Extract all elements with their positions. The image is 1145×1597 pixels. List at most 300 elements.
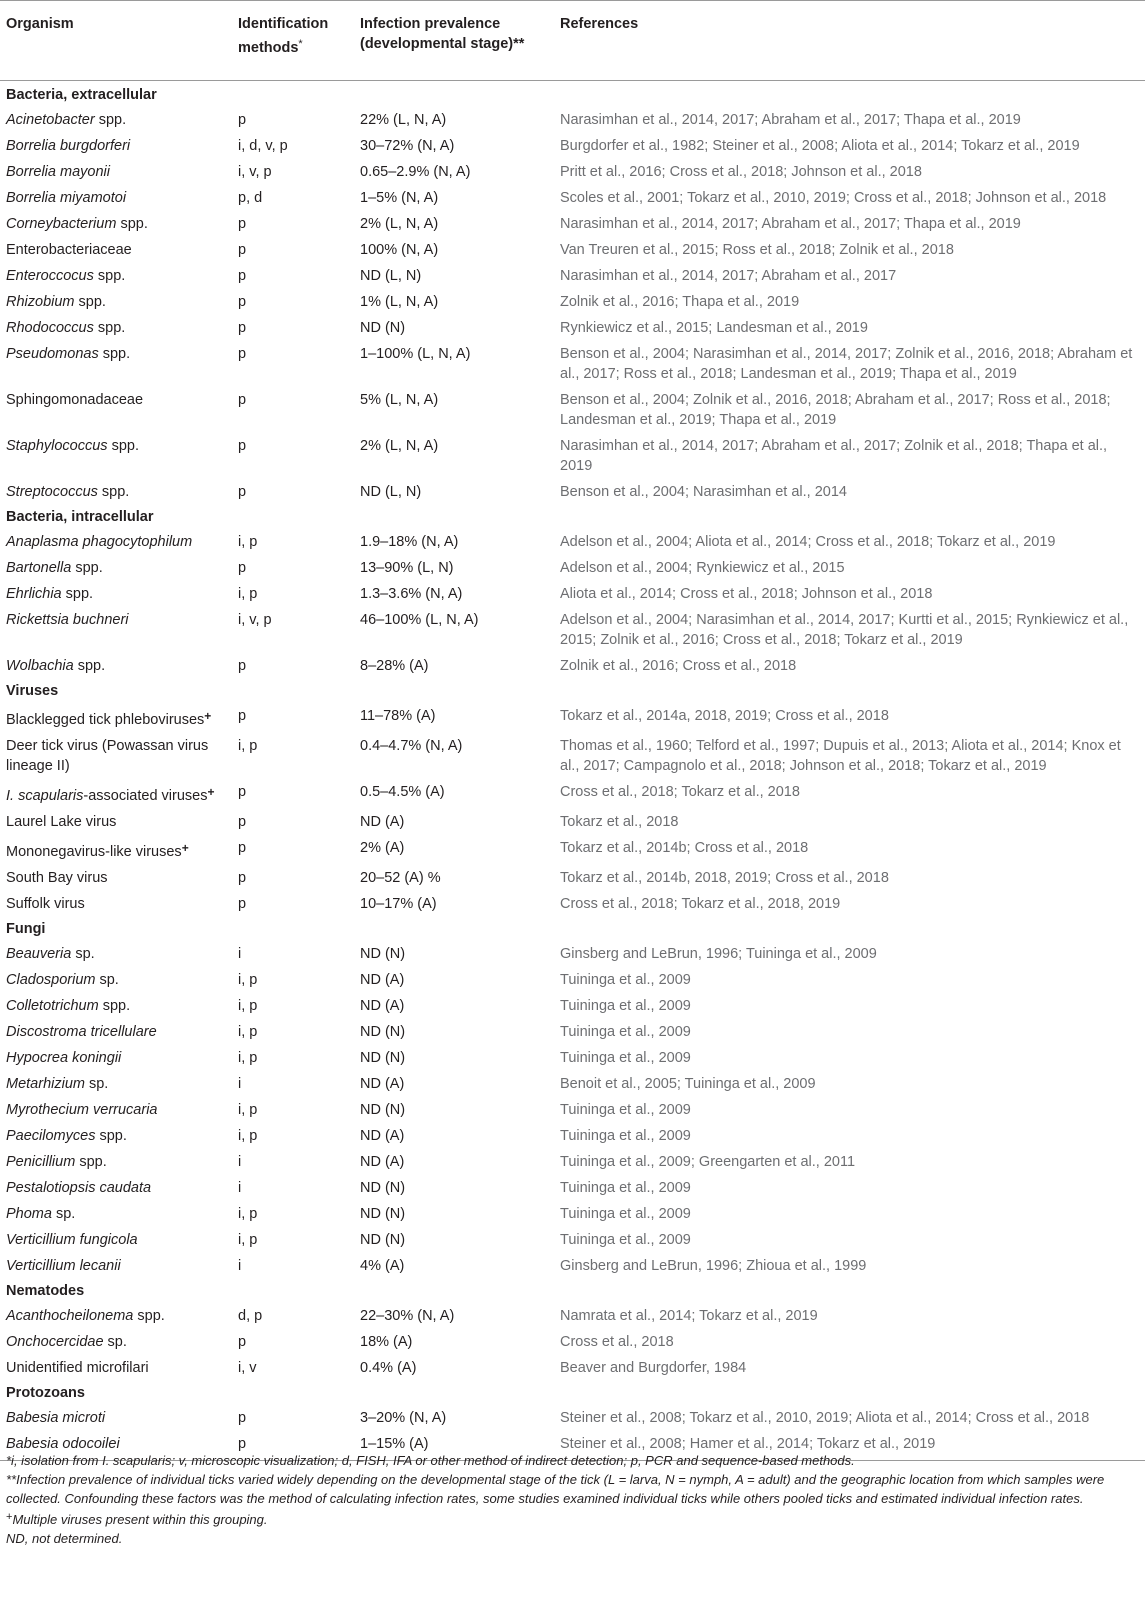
table-row <box>0 1355 1145 1381</box>
prevalence-cell: ND (A) <box>360 998 405 1014</box>
organism-suffix: Unidentified microfilari <box>6 1360 149 1376</box>
organism-suffix: Mononegavirus-like viruses <box>6 844 182 860</box>
methods-cell: p <box>238 560 247 576</box>
organism-cell <box>0 263 232 289</box>
organism-name: Hypocrea koningii <box>6 1050 122 1066</box>
prevalence-cell: 0.65–2.9% (N, A) <box>360 164 471 180</box>
organism-name: Staphylococcus <box>6 438 108 454</box>
organism-suffix: South Bay virus <box>6 870 108 886</box>
organism-cell <box>0 1227 232 1253</box>
organism-cell <box>0 237 232 263</box>
references-cell: Scoles et al., 2001; Tokarz et al., 2010, 2019; Cross et al., 2018; Johnson et al., 2018 <box>560 190 1107 206</box>
table-row <box>0 211 1145 237</box>
references-cell: Cross et al., 2018; Tokarz et al., 2018, 2019 <box>560 896 841 912</box>
table-row <box>0 1019 1145 1045</box>
table-row <box>0 341 1145 387</box>
organism-cell <box>0 1123 232 1149</box>
references-cell: Tuininga et al., 2009 <box>560 1102 691 1118</box>
organism-suffix: sp. <box>71 946 95 962</box>
references-cell: Benson et al., 2004; Zolnik et al., 2016, 2018; Abraham et al., 2017; Ross et al., 2018; Landesman et al., 2019; Thapa et al., 2019 <box>560 392 1111 428</box>
prevalence-cell: 4% (A) <box>360 1258 405 1274</box>
methods-cell: i, p <box>238 1050 258 1066</box>
table-row <box>0 1227 1145 1253</box>
references-cell: Tokarz et al., 2014b; Cross et al., 2018 <box>560 840 809 856</box>
prevalence-cell: 5% (L, N, A) <box>360 392 439 408</box>
organism-suffix: Blacklegged tick phleboviruses <box>6 712 205 728</box>
section-title: Fungi <box>6 921 46 937</box>
references-cell: Narasimhan et al., 2014, 2017; Abraham et al., 2017; Zolnik et al., 2018; Thapa et al., 2019 <box>560 438 1108 474</box>
prevalence-cell: 3–20% (N, A) <box>360 1410 447 1426</box>
references-cell: Van Treuren et al., 2015; Ross et al., 2018; Zolnik et al., 2018 <box>560 242 954 258</box>
organism-suffix: spp. <box>75 1154 107 1170</box>
organism-suffix: spp. <box>94 112 127 128</box>
table-row <box>0 1045 1145 1071</box>
methods-cell: i, p <box>238 1232 258 1248</box>
references-cell: Tuininga et al., 2009 <box>560 1024 691 1040</box>
organism-cell <box>0 993 232 1019</box>
methods-cell: i <box>238 1258 242 1274</box>
prevalence-cell: 10–17% (A) <box>360 896 437 912</box>
organism-name: Bartonella <box>6 560 72 576</box>
references-cell: Tuininga et al., 2009; Greengarten et al., 2011 <box>560 1154 856 1170</box>
prevalence-cell: ND (N) <box>360 1206 406 1222</box>
organism-cell <box>0 1405 232 1431</box>
organism-cell <box>0 779 232 809</box>
organism-suffix: spp. <box>93 268 126 284</box>
section-row <box>0 81 1145 108</box>
references-cell: Adelson et al., 2004; Rynkiewicz et al., 2015 <box>560 560 845 576</box>
prevalence-cell: ND (L, N) <box>360 484 422 500</box>
methods-cell: i, v, p <box>238 612 272 628</box>
methods-cell: i, p <box>238 998 258 1014</box>
methods-cell: i, v <box>238 1360 257 1376</box>
prevalence-cell: 1–5% (N, A) <box>360 190 439 206</box>
table-header-row <box>0 1 1145 81</box>
prevalence-cell: 18% (A) <box>360 1334 413 1350</box>
organism-name: Beauveria <box>6 946 72 962</box>
organism-suffix: spp. <box>116 216 148 232</box>
prevalence-cell: 1.3–3.6% (N, A) <box>360 586 463 602</box>
prevalence-cell: ND (A) <box>360 1128 405 1144</box>
organism-name: Enterobacteriaceae <box>6 242 132 258</box>
organism-name: Colletotrichum <box>6 998 99 1014</box>
header-organism: Organism <box>6 16 74 32</box>
organism-name: Verticillium lecanii <box>6 1258 121 1274</box>
methods-cell: i, p <box>238 1128 258 1144</box>
table-footnotes <box>6 1451 1136 1548</box>
table-row <box>0 835 1145 865</box>
header-identification-methods: Identification methods* <box>238 16 329 56</box>
organism-cell <box>0 555 232 581</box>
organism-name: I. scapularis <box>6 788 84 804</box>
organism-suffix: spp. <box>98 346 131 362</box>
methods-cell: p <box>238 242 247 258</box>
prevalence-cell: ND (N) <box>360 1232 406 1248</box>
table-row <box>0 1303 1145 1329</box>
methods-cell: p <box>238 346 247 362</box>
section-title: Bacteria, extracellular <box>6 87 157 103</box>
organism-cell <box>0 1303 232 1329</box>
methods-cell: i <box>238 946 242 962</box>
footnote-prevalence: **Infection prevalence of individual ticks varied widely depending on the developmental stage of the tick (L = larva, N = nymph, A = adult) and the geographic location from which samples were collected. Confounding these factors was the method of calculating infection rates, some studies examined individual ticks while others pooled ticks and estimated individual infection rates. <box>6 1472 1105 1506</box>
table-row <box>0 607 1145 653</box>
references-cell: Cross et al., 2018 <box>560 1334 674 1350</box>
organism-suffix: spp. <box>98 998 131 1014</box>
table-row <box>0 653 1145 679</box>
table-row <box>0 1405 1145 1431</box>
organism-cell <box>0 1149 232 1175</box>
organism-cell <box>0 703 232 733</box>
organism-cell <box>0 315 232 341</box>
organism-name: Acanthocheilonema <box>6 1308 134 1324</box>
organism-suffix: spp. <box>107 438 139 454</box>
prevalence-cell: ND (N) <box>360 946 406 962</box>
table-row <box>0 315 1145 341</box>
table-row <box>0 993 1145 1019</box>
prevalence-cell: 0.4–4.7% (N, A) <box>360 738 463 754</box>
table-row <box>0 133 1145 159</box>
organism-cell <box>0 133 232 159</box>
prevalence-cell: 1–100% (L, N, A) <box>360 346 471 362</box>
methods-cell: p <box>238 784 247 800</box>
table-row <box>0 1097 1145 1123</box>
organism-cell <box>0 289 232 315</box>
prevalence-cell: 100% (N, A) <box>360 242 439 258</box>
references-cell: Burgdorfer et al., 1982; Steiner et al., 2008; Aliota et al., 2014; Tokarz et al., 2019 <box>560 138 1080 154</box>
prevalence-cell: 1% (L, N, A) <box>360 294 439 310</box>
methods-cell: i, p <box>238 1102 258 1118</box>
organism-cell <box>0 1071 232 1097</box>
organism-suffix: sp. <box>103 1334 127 1350</box>
organism-cell <box>0 865 232 891</box>
table-row <box>0 1201 1145 1227</box>
section-title: Bacteria, intracellular <box>6 509 154 525</box>
references-cell: Cross et al., 2018; Tokarz et al., 2018 <box>560 784 800 800</box>
prevalence-cell: 2% (L, N, A) <box>360 438 439 454</box>
prevalence-cell: 22–30% (N, A) <box>360 1308 455 1324</box>
organism-name: Corneybacterium <box>6 216 117 232</box>
organism-name: Cladosporium <box>6 972 96 988</box>
references-cell: Tuininga et al., 2009 <box>560 1232 691 1248</box>
organism-name: Pseudomonas <box>6 346 99 362</box>
references-cell: Namrata et al., 2014; Tokarz et al., 2019 <box>560 1308 818 1324</box>
table-row <box>0 941 1145 967</box>
organism-cell <box>0 607 232 653</box>
organism-cell <box>0 1045 232 1071</box>
methods-cell: p <box>238 484 247 500</box>
references-cell: Thomas et al., 1960; Telford et al., 1997; Dupuis et al., 2013; Aliota et al., 2014; Knox et al., 2017; Campagnolo et al., 2018; Johnson et al., 2018; Tokarz et al., 2019 <box>560 738 1121 774</box>
table-row <box>0 809 1145 835</box>
header-infection-prevalence: Infection prevalence (developmental stage)** <box>360 16 525 52</box>
prevalence-cell: 0.4% (A) <box>360 1360 417 1376</box>
organism-cell <box>0 185 232 211</box>
organism-name: Anaplasma phagocytophilum <box>6 534 193 550</box>
footnote-marker: + <box>181 841 189 855</box>
organism-name: Babesia microti <box>6 1410 106 1426</box>
organism-name: Pestalotiopsis caudata <box>6 1180 152 1196</box>
organism-name: Streptococcus <box>6 484 98 500</box>
organism-cell <box>0 1201 232 1227</box>
section-row <box>0 1279 1145 1303</box>
organism-name: Wolbachia <box>6 658 74 674</box>
methods-cell: i <box>238 1076 242 1092</box>
table-row <box>0 1175 1145 1201</box>
table-row <box>0 581 1145 607</box>
table-row <box>0 703 1145 733</box>
organism-cell <box>0 1355 232 1381</box>
organism-suffix: sp. <box>84 1076 109 1092</box>
prevalence-cell: 30–72% (N, A) <box>360 138 455 154</box>
references-cell: Rynkiewicz et al., 2015; Landesman et al., 2019 <box>560 320 868 336</box>
organism-name: Acinetobacter <box>6 112 95 128</box>
references-cell: Steiner et al., 2008; Tokarz et al., 2010, 2019; Aliota et al., 2014; Cross et al., 2018 <box>560 1410 1090 1426</box>
organism-name: Metarhizium <box>6 1076 85 1092</box>
organism-name: Rhodococcus <box>6 320 94 336</box>
organism-suffix: Laurel Lake virus <box>6 814 117 830</box>
section-row <box>0 917 1145 941</box>
organism-cell <box>0 341 232 387</box>
organism-name: Onchocercidae <box>6 1334 104 1350</box>
organism-cell <box>0 891 232 917</box>
table-row <box>0 891 1145 917</box>
methods-cell: i, p <box>238 1024 258 1040</box>
methods-cell: i, p <box>238 1206 258 1222</box>
references-cell: Adelson et al., 2004; Narasimhan et al., 2014, 2017; Kurtti et al., 2015; Rynkiewicz et al., 2015; Zolnik et al., 2016; Cross et al., 2018; Tokarz et al., 2019 <box>560 612 1129 648</box>
references-cell: Steiner et al., 2008; Hamer et al., 2014; Tokarz et al., 2019 <box>560 1436 936 1452</box>
organism-cell <box>0 835 232 865</box>
methods-cell: i, v, p <box>238 164 272 180</box>
references-cell: Benson et al., 2004; Narasimhan et al., 2014, 2017; Zolnik et al., 2016, 2018; Abraham et al., 2017; Ross et al., 2018; Landesman et al., 2019; Thapa et al., 2019 <box>560 346 1133 382</box>
prevalence-cell: ND (A) <box>360 1154 405 1170</box>
prevalence-cell: 0.5–4.5% (A) <box>360 784 445 800</box>
table-row <box>0 159 1145 185</box>
prevalence-cell: 46–100% (L, N, A) <box>360 612 479 628</box>
organism-name: Discostroma tricellulare <box>6 1024 157 1040</box>
organism-suffix: spp. <box>95 1128 127 1144</box>
methods-cell: d, p <box>238 1308 263 1324</box>
organism-cell <box>0 479 232 505</box>
organism-name: Borrelia burgdorferi <box>6 138 131 154</box>
prevalence-cell: 1–15% (A) <box>360 1436 429 1452</box>
methods-cell: p <box>238 1436 247 1452</box>
organism-cell <box>0 433 232 479</box>
methods-cell: p <box>238 658 247 674</box>
organism-suffix: Deer tick virus (Powassan virus lineage II) <box>6 738 209 774</box>
organism-name: Sphingomonadaceae <box>6 392 144 408</box>
organism-name: Paecilomyces <box>6 1128 96 1144</box>
references-cell: Beaver and Burgdorfer, 1984 <box>560 1360 747 1376</box>
prevalence-cell: 1.9–18% (N, A) <box>360 534 459 550</box>
prevalence-cell: ND (N) <box>360 1050 406 1066</box>
organism-cell <box>0 1019 232 1045</box>
references-cell: Benson et al., 2004; Narasimhan et al., 2014 <box>560 484 847 500</box>
table-row <box>0 865 1145 891</box>
references-cell: Narasimhan et al., 2014, 2017; Abraham et al., 2017 <box>560 268 897 284</box>
organism-name: Enteroccocus <box>6 268 94 284</box>
table-row <box>0 387 1145 433</box>
table-row <box>0 107 1145 133</box>
organism-suffix: -associated viruses <box>83 788 208 804</box>
section-title: Viruses <box>6 683 59 699</box>
methods-cell: i, p <box>238 586 258 602</box>
methods-cell: i, p <box>238 972 258 988</box>
prevalence-cell: 2% (A) <box>360 840 405 856</box>
references-cell: Tokarz et al., 2014b, 2018, 2019; Cross et al., 2018 <box>560 870 889 886</box>
table-row <box>0 237 1145 263</box>
methods-cell: p <box>238 392 247 408</box>
organism-cell <box>0 1253 232 1279</box>
references-cell: Benoit et al., 2005; Tuininga et al., 2009 <box>560 1076 816 1092</box>
prevalence-cell: ND (N) <box>360 1102 406 1118</box>
organism-suffix: spp. <box>133 1308 165 1324</box>
references-cell: Tokarz et al., 2014a, 2018, 2019; Cross et al., 2018 <box>560 708 889 724</box>
methods-cell: i <box>238 1180 242 1196</box>
organism-suffix: spp. <box>73 658 106 674</box>
methods-cell: p <box>238 870 247 886</box>
methods-cell: p <box>238 814 247 830</box>
prevalence-cell: 20–52 (A) % <box>360 870 441 886</box>
section-title: Nematodes <box>6 1283 85 1299</box>
prevalence-cell: ND (A) <box>360 814 405 830</box>
table-row <box>0 555 1145 581</box>
methods-cell: p <box>238 840 247 856</box>
organism-name: Phoma <box>6 1206 52 1222</box>
references-cell: Tuininga et al., 2009 <box>560 1206 691 1222</box>
organism-name: Rhizobium <box>6 294 75 310</box>
organism-cell <box>0 387 232 433</box>
table-row <box>0 967 1145 993</box>
organism-suffix: sp. <box>51 1206 76 1222</box>
organism-suffix: sp. <box>95 972 119 988</box>
references-cell: Tuininga et al., 2009 <box>560 998 691 1014</box>
references-cell: Adelson et al., 2004; Aliota et al., 2014; Cross et al., 2018; Tokarz et al., 2019 <box>560 534 1056 550</box>
table-row <box>0 185 1145 211</box>
methods-cell: p, d <box>238 190 263 206</box>
prevalence-cell: 8–28% (A) <box>360 658 429 674</box>
table-row <box>0 1329 1145 1355</box>
footnote-marker: + <box>204 709 212 723</box>
references-cell: Pritt et al., 2016; Cross et al., 2018; Johnson et al., 2018 <box>560 164 922 180</box>
organism-cell <box>0 809 232 835</box>
methods-cell: p <box>238 320 247 336</box>
organism-name: Rickettsia buchneri <box>6 612 129 628</box>
references-cell: Tuininga et al., 2009 <box>560 1050 691 1066</box>
organism-suffix: spp. <box>97 484 130 500</box>
references-cell: Tuininga et al., 2009 <box>560 972 691 988</box>
section-row <box>0 1381 1145 1405</box>
footnote-methods: *i, isolation from I. scapularis; v, microscopic visualization; d, FISH, IFA or other method of indirect detection; p, PCR and sequence-based methods. <box>6 1453 855 1468</box>
header-references: References <box>560 16 639 32</box>
organism-cell <box>0 653 232 679</box>
prevalence-cell: ND (L, N) <box>360 268 422 284</box>
organism-name: Borrelia miyamotoi <box>6 190 127 206</box>
methods-cell: i, d, v, p <box>238 138 288 154</box>
organism-suffix: spp. <box>61 586 94 602</box>
methods-cell: p <box>238 216 247 232</box>
table-row <box>0 479 1145 505</box>
organism-cell <box>0 1175 232 1201</box>
organism-suffix: spp. <box>93 320 126 336</box>
footnote-multiple-viruses: +Multiple viruses present within this grouping. <box>6 1511 268 1527</box>
methods-cell: p <box>238 1410 247 1426</box>
methods-cell: p <box>238 896 247 912</box>
organism-cell <box>0 733 232 779</box>
organism-cell <box>0 967 232 993</box>
table-row <box>0 1071 1145 1097</box>
references-cell: Ginsberg and LeBrun, 1996; Zhioua et al., 1999 <box>560 1258 867 1274</box>
references-cell: Tuininga et al., 2009 <box>560 1128 691 1144</box>
table-row <box>0 779 1145 809</box>
table-row <box>0 433 1145 479</box>
organism-name: Borrelia mayonii <box>6 164 110 180</box>
methods-cell: p <box>238 438 247 454</box>
references-cell: Ginsberg and LeBrun, 1996; Tuininga et al., 2009 <box>560 946 877 962</box>
organism-cell <box>0 159 232 185</box>
section-title: Protozoans <box>6 1385 85 1401</box>
references-cell: Tuininga et al., 2009 <box>560 1180 691 1196</box>
methods-cell: p <box>238 294 247 310</box>
organism-name: Penicillium <box>6 1154 76 1170</box>
references-cell: Narasimhan et al., 2014, 2017; Abraham et al., 2017; Thapa et al., 2019 <box>560 216 1021 232</box>
organism-cell <box>0 529 232 555</box>
methods-cell: p <box>238 708 247 724</box>
references-cell: Narasimhan et al., 2014, 2017; Abraham et al., 2017; Thapa et al., 2019 <box>560 112 1021 128</box>
methods-cell: i, p <box>238 534 258 550</box>
footnote-nd: ND, not determined. <box>6 1531 123 1546</box>
organism-suffix: spp. <box>71 560 103 576</box>
table-row <box>0 1253 1145 1279</box>
prevalence-cell: 22% (L, N, A) <box>360 112 447 128</box>
references-cell: Zolnik et al., 2016; Thapa et al., 2019 <box>560 294 800 310</box>
methods-cell: i, p <box>238 738 258 754</box>
table-row <box>0 1149 1145 1175</box>
prevalence-cell: 2% (L, N, A) <box>360 216 439 232</box>
organism-suffix: spp. <box>74 294 106 310</box>
methods-cell: p <box>238 1334 247 1350</box>
methods-cell: p <box>238 268 247 284</box>
prevalence-cell: ND (A) <box>360 1076 405 1092</box>
organism-name: Myrothecium verrucaria <box>6 1102 158 1118</box>
organism-cell <box>0 1329 232 1355</box>
table-row <box>0 1123 1145 1149</box>
references-cell: Tokarz et al., 2018 <box>560 814 679 830</box>
section-row <box>0 505 1145 529</box>
table-row <box>0 733 1145 779</box>
organism-cell <box>0 107 232 133</box>
organism-name: Babesia odocoilei <box>6 1436 120 1452</box>
organism-name: Ehrlichia <box>6 586 62 602</box>
organism-name: Verticillium fungicola <box>6 1232 138 1248</box>
prevalence-cell: ND (A) <box>360 972 405 988</box>
table-body <box>0 81 1145 1461</box>
organism-cell <box>0 941 232 967</box>
table-row <box>0 529 1145 555</box>
prevalence-cell: ND (N) <box>360 1024 406 1040</box>
prevalence-cell: 11–78% (A) <box>360 708 436 724</box>
organism-cell <box>0 581 232 607</box>
prevalence-cell: ND (N) <box>360 1180 406 1196</box>
footnote-marker: + <box>207 785 215 799</box>
table-row <box>0 289 1145 315</box>
organism-cell <box>0 211 232 237</box>
methods-cell: p <box>238 112 247 128</box>
organism-cell <box>0 1097 232 1123</box>
methods-cell: i <box>238 1154 242 1170</box>
prevalence-cell: 13–90% (L, N) <box>360 560 454 576</box>
references-cell: Aliota et al., 2014; Cross et al., 2018; Johnson et al., 2018 <box>560 586 933 602</box>
organism-suffix: Suffolk virus <box>6 896 85 912</box>
section-row <box>0 679 1145 703</box>
